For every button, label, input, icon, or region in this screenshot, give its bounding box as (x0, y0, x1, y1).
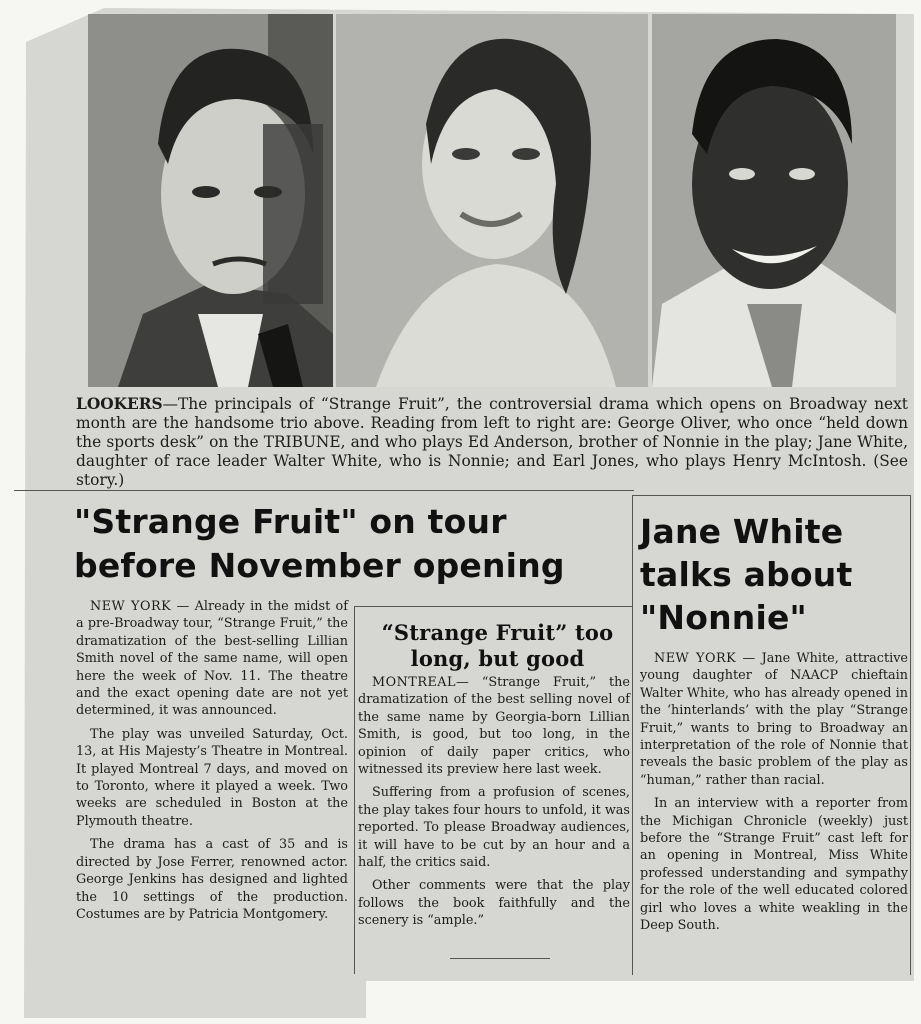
main-headline (74, 500, 619, 588)
sub-headline-line-1: “Strange Fruit” too (381, 620, 614, 645)
caption-divider (14, 490, 634, 491)
second-story-paragraph-3: Other comments were that the play follows the book faithfully and the scenery is “ample.” (358, 878, 630, 929)
sub-story-end-rule (450, 958, 550, 959)
photo-caption (76, 395, 908, 490)
side-headline (640, 510, 910, 639)
side-story-dateline: NEW YORK (654, 651, 737, 666)
second-story-paragraph-1 (358, 674, 630, 778)
portrait-photo-george-oliver (88, 14, 333, 387)
portrait-photo-jane-white (336, 14, 648, 387)
side-story-paragraph-1 (640, 650, 908, 789)
side-story-paragraph-1-text: — Jane White, attractive young daughter of NAACP chieftain Walter White, who has already opened in the ‘hinterlands’ with the play “Strange Fruit,” wants to bring to Broadway an interpretation of the role of Nonnie that reveals the basic problem of the play as “human,” rather than racial. (640, 651, 909, 788)
caption-lead: LOOKERS (76, 395, 163, 413)
main-headline-line-2: before November opening (74, 546, 565, 585)
main-story-paragraph-3: The drama has a cast of 35 and is directed by Jose Ferrer, renowned actor. George Jenkins has designed and lighted the 10 settings of the production. Costumes are by Patricia Montgomery. (76, 837, 348, 922)
side-headline-line-2: talks about (640, 555, 853, 594)
column-divider-right (632, 495, 633, 975)
side-box-right (910, 495, 911, 975)
main-headline-line-1: "Strange Fruit" on tour (74, 502, 507, 541)
main-story-paragraph-1 (76, 598, 348, 720)
sub-headline-line-2: long, but good (410, 646, 585, 671)
portrait-image-1 (88, 14, 333, 387)
second-story-dateline: MONTREAL (372, 675, 457, 690)
caption-text: —The principals of “Strange Fruit”, the controversial drama which opens on Broadway next month are the handsome trio above. Reading from left to right are: George Oliver, who once “held down the sports desk” on the TRIBUNE, and who plays Ed Anderson, brother of Nonnie in the play; Jane White, daughter of race leader Walter White, who is Nonnie; and Earl Jones, who plays Henry McIntosh. (See story.) (76, 395, 908, 489)
second-story-paragraph-1-text: — “Strange Fruit,” the dramatization of the best selling novel of the same name by Georgia-born Lillian Smith, is good, but too long, in the opinion of daily paper critics, who witnessed its preview here last week. (358, 675, 630, 778)
sub-headline (360, 620, 635, 672)
main-story-paragraph-2: The play was unveiled Saturday, Oct. 13, at His Majesty’s Theatre in Montreal. It played Montreal 7 days, and moved on to Toronto, where it played a week. Two weeks are scheduled in Boston at the Plymouth theatre. (76, 726, 348, 829)
portrait-photo-earl-jones (652, 14, 896, 387)
side-headline-line-1: Jane White (640, 512, 844, 551)
second-story-paragraph-2: Suffering from a profusion of scenes, the play takes four hours to unfold, it was reported. To please Broadway audiences, it will have to be cut by an hour and a half, the critics said. (358, 785, 630, 871)
side-story-column (640, 650, 908, 941)
sub-story-box-left (354, 606, 355, 974)
portrait-image-2 (336, 14, 648, 387)
second-story-column (358, 674, 630, 936)
side-box-top (632, 495, 910, 496)
side-headline-line-3: "Nonnie" (640, 598, 807, 637)
main-story-paragraph-1-text: — Already in the midst of a pre-Broadway tour, “Strange Fruit,” the dramatization of the best-selling Lillian Smith novel of the same name, will open here the week of Nov. 11. The theatre and the exact opening date are not yet determined, it was announced. (76, 599, 349, 719)
main-story-dateline: NEW YORK (90, 599, 172, 614)
portrait-image-3 (652, 14, 896, 387)
side-story-paragraph-2: In an interview with a reporter from the Michigan Chronicle (weekly) just before the “Strange Fruit” cast left for an opening in Montreal, Miss White professed understanding and sympathy for the role of the well educated colored girl who loves a white weakling in the Deep South. (640, 796, 908, 934)
main-story-column (76, 598, 348, 929)
sub-story-box-top (354, 606, 632, 607)
